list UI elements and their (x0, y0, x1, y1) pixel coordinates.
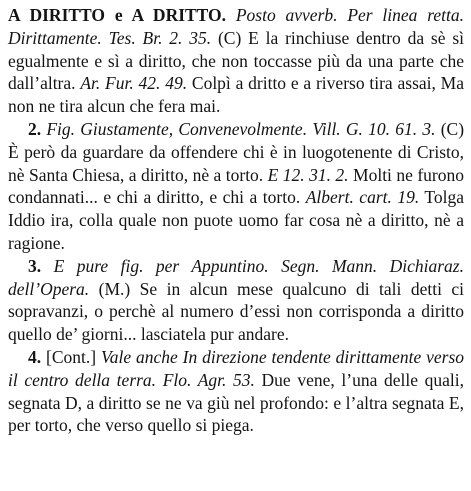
citation-text: Colpì a dritto e a riverso tira assai, Ma non ne tira alcun che fera mai. (8, 73, 465, 117)
citation-text: È però da guardare da offendere chi è in luogotenente di Cristo, nè Santa Chiesa, a diritto, nè a torto. (8, 141, 464, 185)
definition: Fig. Giustamente, Convenevolmente. (46, 118, 308, 139)
grammar-note: Posto avverb. (235, 5, 338, 25)
citation-source: Albert. cart. 19. (305, 187, 420, 208)
citation-source: Segn. Mann. Dichiaraz. dell’Opera. (8, 255, 464, 299)
citation-source: Vill. G. 10. 61. 3. (312, 118, 436, 139)
headword: A DIRITTO e A DRITTO. (8, 5, 227, 25)
source-tag: (C) (217, 27, 242, 48)
sense-1 (8, 4, 464, 118)
citation-source: Tes. Br. 2. 35. (108, 27, 212, 48)
source-tag: [Cont.] (46, 346, 97, 367)
definition: Per linea retta. Dirittamente. (8, 5, 464, 48)
sense-2 (8, 118, 464, 255)
sense-number: 4. (28, 346, 42, 367)
citation-text: E la rinchiuse dentro da sè sì egualmente e sì a diritto, che non toccasse più da una parte che dall’altra. (8, 27, 465, 94)
sense-number: 3. (28, 255, 42, 276)
source-tag: (M.) (98, 278, 131, 299)
citation-text: Tolga Iddio ira, colla quale non puote uomo far cosa nè a diritto, nè a ragione. (8, 187, 465, 253)
citation-text: Due vene, l’una delle quali, segnata D, a diritto se ne va giù nel profondo: e l’altra segnata E, per torto, che verso quello si piega. (8, 369, 464, 436)
sense-3 (8, 255, 464, 346)
source-tag: (C) (440, 118, 465, 139)
citation-source: Ar. Fur. 42. 49. (80, 73, 188, 94)
definition: Vale anche In direzione tendente dirittamente verso il centro della terra. (8, 346, 465, 390)
definition: E pure fig. per Appuntino. (53, 255, 269, 276)
citation-text: Se in alcun mese qualcuno di tali detti ci sopravanzi, o perchè al numero d’essi non corrisponda a diritto quello de’ giorni... lasciatela pur andare. (8, 278, 465, 345)
citation-source: Flo. Agr. 53. (162, 369, 255, 390)
sense-number: 2. (28, 118, 42, 139)
sense-4 (8, 346, 464, 437)
citation-source: E 12. 31. 2. (267, 164, 349, 185)
citation-text: Molti ne furono condannati... e chi a diritto, e chi a torto. (8, 164, 464, 208)
